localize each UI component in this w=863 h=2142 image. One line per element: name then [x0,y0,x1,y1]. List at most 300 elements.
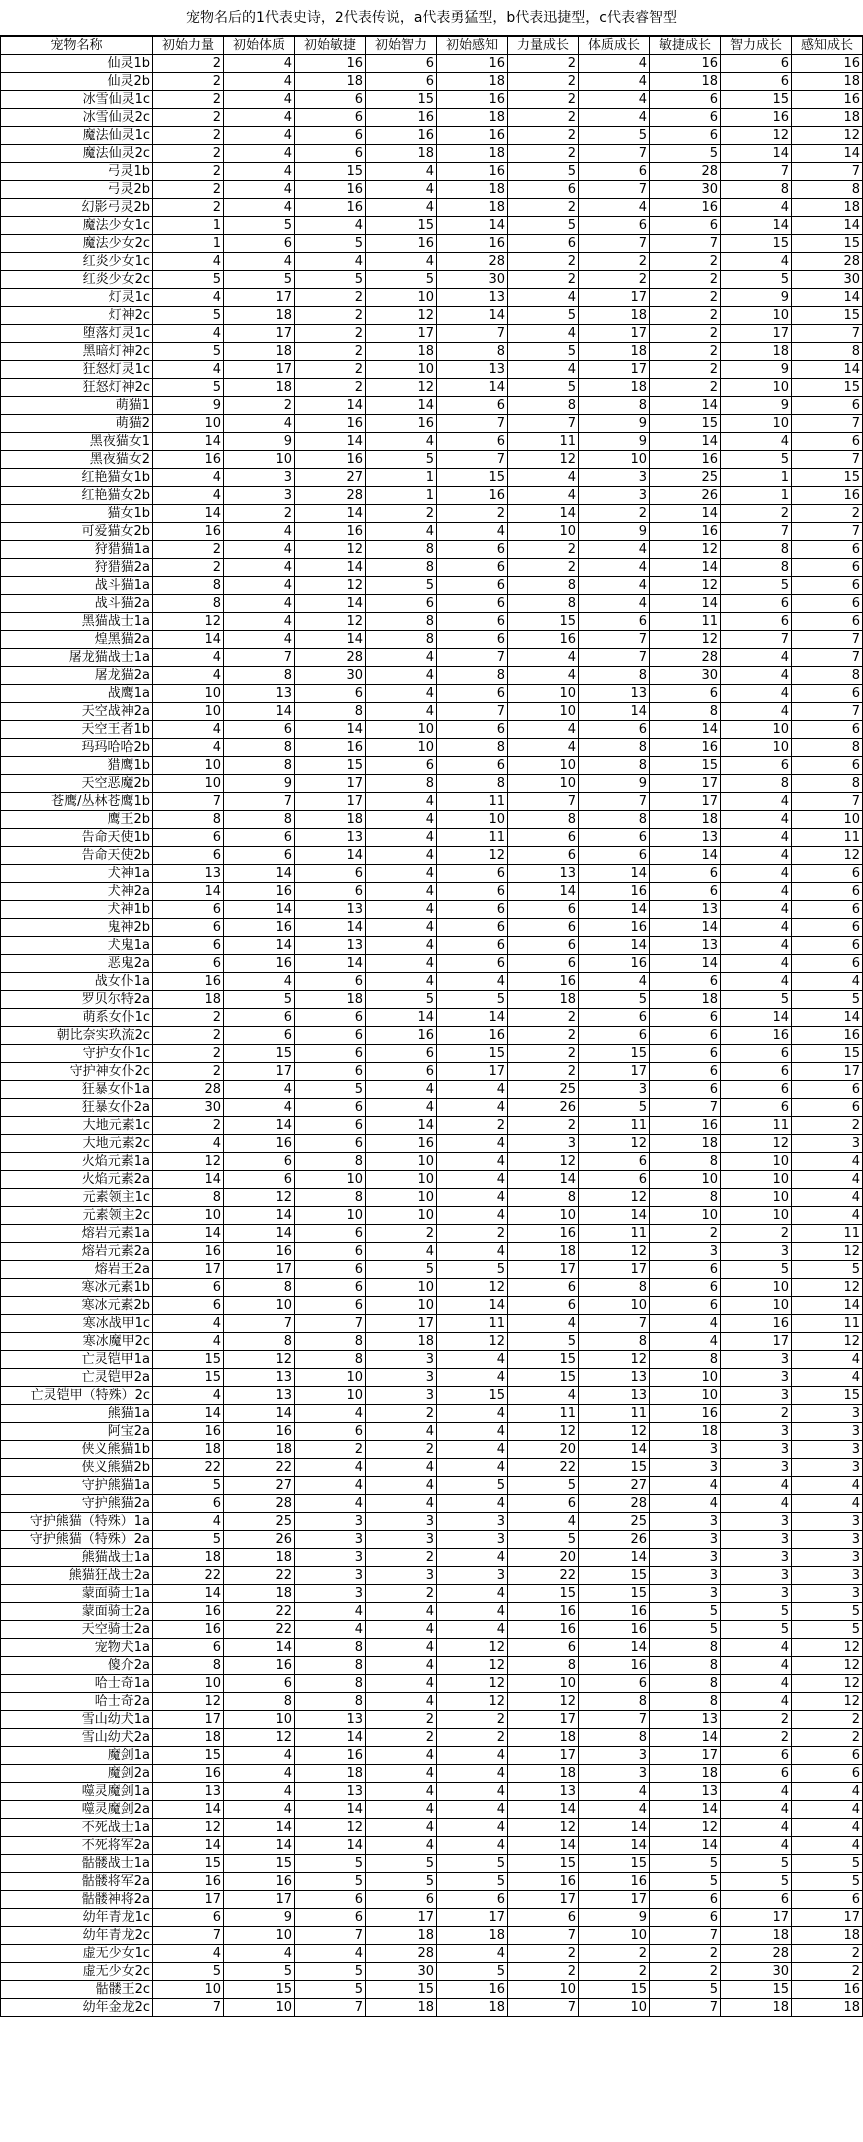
stat-cell: 5 [792,1621,863,1639]
stat-cell: 7 [579,631,650,649]
stat-cell: 16 [295,415,366,433]
pet-name-cell: 战斗猫2a [1,595,153,613]
stat-cell: 4 [650,1315,721,1333]
stat-cell: 14 [792,361,863,379]
stat-cell: 6 [508,1279,579,1297]
table-row [1,1171,863,1189]
stat-cell: 6 [650,109,721,127]
stat-cell: 11 [437,793,508,811]
stat-cell: 3 [792,1459,863,1477]
stat-cell: 4 [366,1837,437,1855]
stat-cell: 13 [224,1369,295,1387]
stat-cell: 17 [437,1909,508,1927]
stat-cell: 14 [295,433,366,451]
stat-cell: 7 [579,145,650,163]
stat-cell: 27 [295,469,366,487]
stat-cell: 10 [153,1675,224,1693]
stat-cell: 6 [579,163,650,181]
stat-cell: 6 [295,109,366,127]
pet-name-cell: 玛玛哈哈2b [1,739,153,757]
pet-name-cell: 火焰元素2a [1,1171,153,1189]
stat-cell: 14 [224,1837,295,1855]
stat-cell: 2 [153,55,224,73]
stat-cell: 3 [650,1513,721,1531]
stat-cell: 8 [366,613,437,631]
stat-cell: 6 [792,883,863,901]
table-row [1,1243,863,1261]
pet-name-cell: 仙灵1b [1,55,153,73]
stat-cell: 4 [721,955,792,973]
stat-cell: 6 [650,1909,721,1927]
pet-name-cell: 冰雪仙灵1c [1,91,153,109]
stat-cell: 17 [366,1909,437,1927]
pet-name-cell: 天空恶魔2b [1,775,153,793]
pet-name-cell: 屠龙猫战士1a [1,649,153,667]
pet-name-cell: 熔岩元素2a [1,1243,153,1261]
table-row [1,1693,863,1711]
stat-cell: 4 [579,595,650,613]
stat-cell: 2 [508,1027,579,1045]
stat-cell: 10 [366,739,437,757]
stat-cell: 14 [295,505,366,523]
stat-cell: 5 [721,577,792,595]
stat-cell: 6 [437,685,508,703]
stat-cell: 2 [366,1405,437,1423]
stat-cell: 16 [508,1603,579,1621]
pet-name-cell: 幼年青龙1c [1,1909,153,1927]
stat-cell: 14 [650,847,721,865]
stat-cell: 8 [295,1351,366,1369]
stat-cell: 12 [437,1675,508,1693]
stat-cell: 10 [579,1297,650,1315]
stat-cell: 6 [295,145,366,163]
stat-cell: 8 [366,559,437,577]
stat-cell: 16 [295,1747,366,1765]
stat-cell: 4 [579,541,650,559]
stat-cell: 4 [366,1243,437,1261]
table-row [1,703,863,721]
stat-cell: 10 [721,1279,792,1297]
stat-cell: 7 [508,415,579,433]
header-row [1,37,863,55]
stat-cell: 10 [366,1207,437,1225]
stat-cell: 17 [153,1711,224,1729]
pet-name-cell: 天空王者1b [1,721,153,739]
stat-cell: 6 [295,1063,366,1081]
stat-cell: 4 [721,703,792,721]
stat-cell: 6 [721,1063,792,1081]
stat-cell: 15 [579,1045,650,1063]
table-row [1,1819,863,1837]
stat-cell: 4 [437,1351,508,1369]
stat-cell: 26 [650,487,721,505]
stat-cell: 6 [792,901,863,919]
stat-cell: 18 [650,1135,721,1153]
stat-cell: 6 [721,1891,792,1909]
stat-cell: 3 [224,487,295,505]
stat-cell: 5 [295,1855,366,1873]
stat-cell: 4 [437,1189,508,1207]
stat-cell: 11 [437,829,508,847]
stat-cell: 15 [153,1747,224,1765]
stat-cell: 16 [366,109,437,127]
stat-cell: 14 [224,703,295,721]
stat-cell: 8 [792,181,863,199]
stat-cell: 4 [579,1801,650,1819]
stat-cell: 7 [295,1999,366,2017]
stat-cell: 14 [650,433,721,451]
stat-cell: 8 [650,1657,721,1675]
stat-cell: 2 [508,1045,579,1063]
stat-cell: 18 [366,343,437,361]
stat-cell: 14 [153,883,224,901]
stat-cell: 6 [792,433,863,451]
stat-cell: 10 [437,811,508,829]
pet-name-cell: 熊猫战士1a [1,1549,153,1567]
stat-cell: 3 [792,1549,863,1567]
pet-name-cell: 守护熊猫1a [1,1477,153,1495]
pet-name-cell: 熊猫狂战士2a [1,1567,153,1585]
stat-cell: 4 [721,667,792,685]
table-row [1,847,863,865]
stat-cell: 16 [153,1243,224,1261]
stat-cell: 4 [437,1135,508,1153]
stat-cell: 6 [295,1117,366,1135]
table-row [1,1765,863,1783]
stat-cell: 18 [792,199,863,217]
table-row [1,1351,863,1369]
stat-cell: 5 [366,1855,437,1873]
stat-cell: 4 [437,1153,508,1171]
stat-cell: 12 [579,1351,650,1369]
stat-cell: 2 [153,181,224,199]
stat-cell: 8 [792,739,863,757]
stat-cell: 4 [224,181,295,199]
stat-cell: 8 [295,1153,366,1171]
stat-cell: 10 [295,1171,366,1189]
stat-cell: 6 [224,847,295,865]
stat-cell: 17 [579,1261,650,1279]
stat-cell: 17 [579,1063,650,1081]
stat-cell: 7 [579,793,650,811]
stat-cell: 22 [224,1603,295,1621]
stat-cell: 8 [224,1333,295,1351]
stat-cell: 6 [650,1297,721,1315]
stat-cell: 18 [650,991,721,1009]
stat-cell: 5 [508,217,579,235]
stat-cell: 14 [153,1585,224,1603]
stat-cell: 6 [579,1153,650,1171]
stat-cell: 14 [437,1297,508,1315]
stat-cell: 3 [721,1423,792,1441]
stat-cell: 14 [366,397,437,415]
stat-cell: 6 [153,919,224,937]
stat-cell: 14 [295,595,366,613]
stat-cell: 4 [579,91,650,109]
stat-cell: 14 [579,901,650,919]
stat-cell: 5 [792,1603,863,1621]
stat-cell: 18 [508,1243,579,1261]
pet-name-cell: 火焰元素1a [1,1153,153,1171]
stat-cell: 6 [366,757,437,775]
stat-cell: 4 [366,1459,437,1477]
stat-cell: 10 [650,1171,721,1189]
stat-cell: 18 [721,1927,792,1945]
pet-name-cell: 苍鹰/丛林苍鹰1b [1,793,153,811]
stat-cell: 14 [508,1801,579,1819]
stat-cell: 6 [579,1027,650,1045]
stat-cell: 6 [508,847,579,865]
stat-cell: 10 [508,703,579,721]
stat-cell: 4 [153,1315,224,1333]
stat-cell: 15 [295,163,366,181]
stat-cell: 22 [224,1567,295,1585]
stat-cell: 4 [437,1207,508,1225]
table-row [1,559,863,577]
stat-cell: 4 [295,1621,366,1639]
stat-cell: 3 [650,1567,721,1585]
stat-cell: 2 [508,55,579,73]
stat-cell: 11 [508,1405,579,1423]
stat-cell: 4 [224,1801,295,1819]
stat-cell: 14 [295,1729,366,1747]
stat-cell: 6 [295,1909,366,1927]
stat-cell: 12 [437,1333,508,1351]
stat-cell: 18 [792,1999,863,2017]
stat-cell: 8 [792,343,863,361]
stat-cell: 12 [792,1243,863,1261]
stat-cell: 28 [721,1945,792,1963]
stat-cell: 17 [224,1063,295,1081]
stat-cell: 6 [437,559,508,577]
stat-cell: 10 [366,1297,437,1315]
stat-cell: 9 [721,289,792,307]
stat-cell: 4 [437,1099,508,1117]
stat-cell: 4 [437,1171,508,1189]
pet-name-cell: 宠物犬1a [1,1639,153,1657]
stat-cell: 6 [579,613,650,631]
stat-cell: 2 [650,1963,721,1981]
stat-cell: 16 [650,1117,721,1135]
stat-cell: 28 [366,1945,437,1963]
stat-cell: 4 [224,55,295,73]
stat-cell: 8 [721,541,792,559]
stat-cell: 15 [153,1855,224,1873]
pet-name-cell: 亡灵铠甲2a [1,1369,153,1387]
stat-cell: 14 [508,1837,579,1855]
stat-cell: 5 [224,217,295,235]
stat-cell: 8 [579,667,650,685]
stat-cell: 13 [295,937,366,955]
stat-cell: 25 [579,1513,650,1531]
pet-name-cell: 虚无少女2c [1,1963,153,1981]
stat-cell: 12 [153,1819,224,1837]
stat-cell: 6 [721,613,792,631]
stat-cell: 4 [508,739,579,757]
stat-cell: 4 [153,253,224,271]
stat-cell: 10 [508,1981,579,1999]
stat-cell: 13 [295,1711,366,1729]
stat-cell: 5 [508,343,579,361]
table-row [1,1387,863,1405]
table-row [1,109,863,127]
stat-cell: 5 [721,271,792,289]
column-header: 初始力量 [153,37,224,55]
stat-cell: 16 [224,955,295,973]
stat-cell: 18 [650,1423,721,1441]
stat-cell: 4 [792,1171,863,1189]
stat-cell: 3 [721,1549,792,1567]
stat-cell: 8 [721,181,792,199]
stat-cell: 2 [650,1945,721,1963]
table-row [1,199,863,217]
stat-cell: 8 [295,1693,366,1711]
stat-cell: 6 [295,1027,366,1045]
stat-cell: 16 [721,1027,792,1045]
stat-cell: 4 [366,703,437,721]
stat-cell: 6 [224,1009,295,1027]
stat-cell: 10 [366,361,437,379]
stat-cell: 15 [437,469,508,487]
stat-cell: 4 [366,973,437,991]
stat-cell: 4 [508,289,579,307]
stat-cell: 13 [650,829,721,847]
stat-cell: 18 [153,1729,224,1747]
stat-cell: 13 [295,1783,366,1801]
table-row [1,1837,863,1855]
stat-cell: 14 [437,217,508,235]
stat-cell: 5 [721,1873,792,1891]
stat-cell: 14 [792,217,863,235]
stat-cell: 4 [721,973,792,991]
stat-cell: 10 [650,1369,721,1387]
pet-name-cell: 熔岩王2a [1,1261,153,1279]
stat-cell: 4 [224,91,295,109]
stat-cell: 2 [508,253,579,271]
stat-cell: 4 [366,829,437,847]
stat-cell: 7 [224,1315,295,1333]
stat-cell: 6 [295,1423,366,1441]
stat-cell: 5 [650,1621,721,1639]
stat-cell: 1 [721,469,792,487]
stat-cell: 6 [437,1891,508,1909]
table-row [1,487,863,505]
pet-name-cell: 红炎少女1c [1,253,153,271]
stat-cell: 7 [508,1927,579,1945]
stat-cell: 2 [508,91,579,109]
stat-cell: 13 [295,901,366,919]
table-row [1,1855,863,1873]
stat-cell: 5 [579,991,650,1009]
stat-cell: 13 [508,865,579,883]
table-row [1,1603,863,1621]
pet-name-cell: 黑猫战士1a [1,613,153,631]
stat-cell: 9 [579,1909,650,1927]
stat-cell: 6 [366,55,437,73]
stat-cell: 18 [295,73,366,91]
stat-cell: 16 [650,523,721,541]
stat-cell: 27 [579,1477,650,1495]
stat-cell: 12 [579,1243,650,1261]
stat-cell: 4 [792,1207,863,1225]
stat-cell: 30 [153,1099,224,1117]
stat-cell: 4 [295,253,366,271]
stat-cell: 18 [792,1927,863,1945]
table-row [1,1963,863,1981]
stat-cell: 5 [437,1855,508,1873]
stat-cell: 15 [792,1045,863,1063]
stat-cell: 12 [153,613,224,631]
stat-cell: 2 [153,127,224,145]
stat-cell: 5 [153,343,224,361]
stat-cell: 12 [792,1675,863,1693]
stat-cell: 1 [366,469,437,487]
stat-cell: 9 [579,523,650,541]
stat-cell: 12 [579,1189,650,1207]
table-row [1,1801,863,1819]
stat-cell: 6 [650,1027,721,1045]
stat-cell: 3 [579,1081,650,1099]
stat-cell: 4 [792,1801,863,1819]
pet-name-cell: 蒙面骑士2a [1,1603,153,1621]
stat-cell: 6 [792,757,863,775]
stat-cell: 4 [153,469,224,487]
stat-cell: 2 [366,1711,437,1729]
stat-cell: 8 [579,811,650,829]
stat-cell: 10 [721,1297,792,1315]
stat-cell: 17 [721,1333,792,1351]
stat-cell: 10 [650,1387,721,1405]
stat-cell: 16 [295,739,366,757]
stat-cell: 3 [650,1441,721,1459]
stat-cell: 4 [437,1783,508,1801]
stat-cell: 2 [579,271,650,289]
stat-cell: 4 [366,955,437,973]
stat-cell: 6 [579,1171,650,1189]
stat-cell: 10 [508,775,579,793]
stat-cell: 12 [224,1189,295,1207]
stat-cell: 4 [224,631,295,649]
stat-cell: 6 [650,1891,721,1909]
stat-cell: 30 [650,181,721,199]
stat-cell: 4 [508,721,579,739]
stat-cell: 8 [579,397,650,415]
stat-cell: 16 [153,1621,224,1639]
stat-cell: 10 [224,1927,295,1945]
stat-cell: 4 [153,361,224,379]
stat-cell: 11 [792,1225,863,1243]
stat-cell: 10 [295,1369,366,1387]
stat-cell: 2 [153,91,224,109]
stat-cell: 16 [508,1621,579,1639]
stat-cell: 6 [295,1261,366,1279]
stat-cell: 8 [224,739,295,757]
stat-cell: 13 [437,361,508,379]
pet-name-cell: 罗贝尔特2a [1,991,153,1009]
stat-cell: 5 [650,145,721,163]
pet-name-cell: 告命天使2b [1,847,153,865]
stat-cell: 12 [508,1819,579,1837]
table-row [1,1297,863,1315]
stat-cell: 4 [366,253,437,271]
table-row [1,1891,863,1909]
stat-cell: 12 [721,1135,792,1153]
stat-cell: 6 [792,1081,863,1099]
pet-name-cell: 傻介2a [1,1657,153,1675]
stat-cell: 2 [295,361,366,379]
stat-cell: 4 [224,73,295,91]
stat-cell: 20 [508,1441,579,1459]
